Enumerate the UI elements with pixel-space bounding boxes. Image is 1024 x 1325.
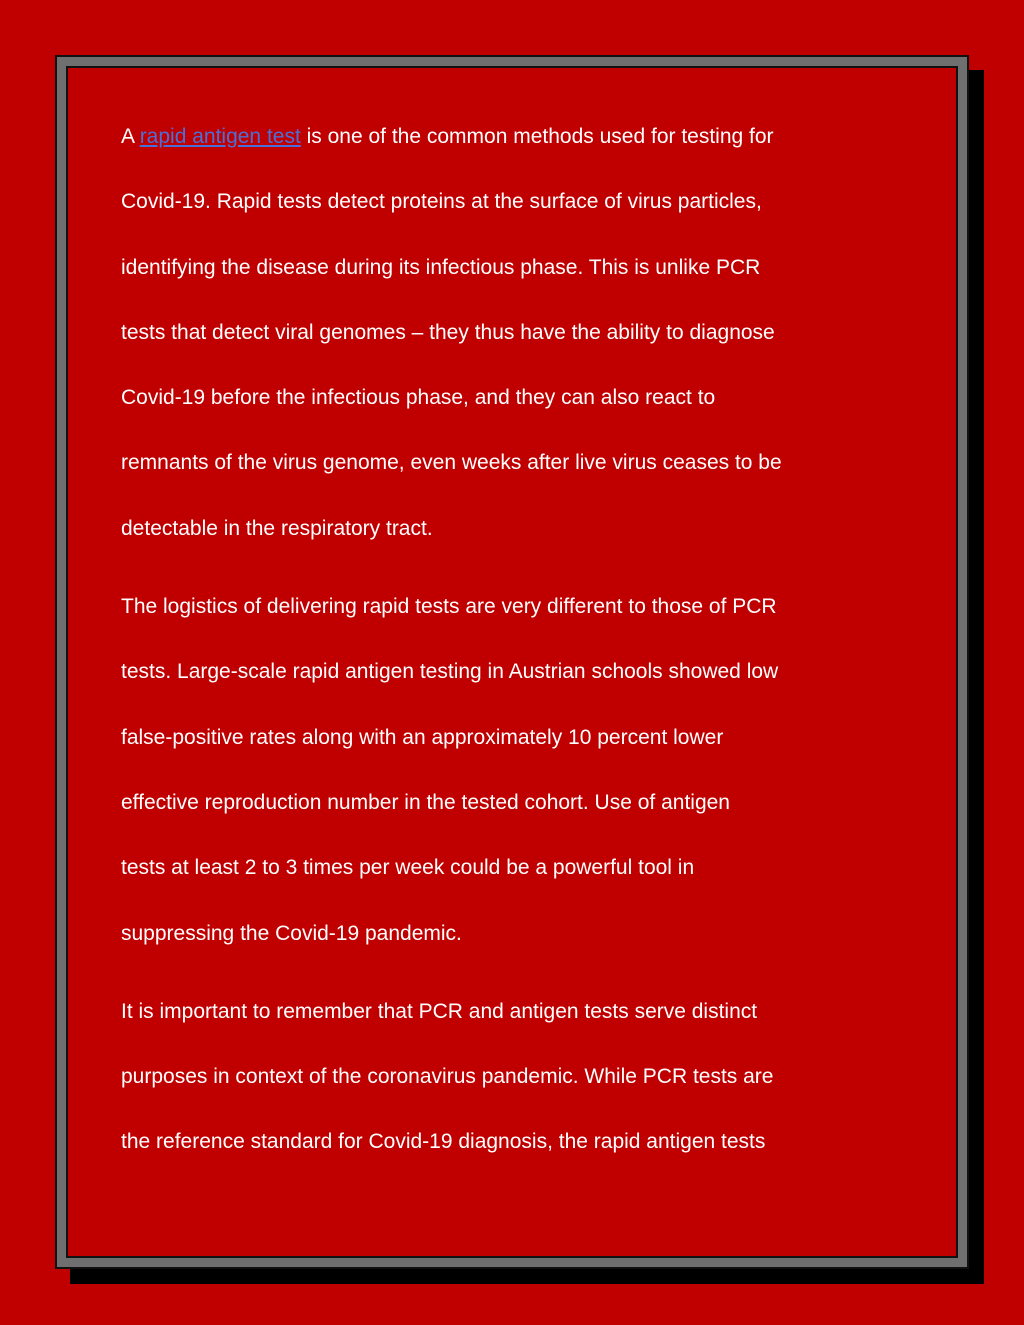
text-segment: effective reproduction number in the tested cohort. Use of antigen [121, 790, 730, 814]
text-segment: detectable in the respiratory tract. [121, 516, 433, 540]
text-line [121, 235, 921, 300]
text-line [121, 1044, 921, 1109]
text-line [121, 770, 921, 835]
text-segment: false-positive rates along with an approximately 10 percent lower [121, 725, 724, 749]
text-segment: A [121, 125, 140, 148]
text-segment: tests. Large-scale rapid antigen testing in Austrian schools showed low [121, 660, 779, 684]
text-line [121, 835, 921, 900]
text-segment: The logistics of delivering rapid tests are very different to those of PCR [121, 595, 777, 619]
document-body [121, 104, 921, 1188]
paragraph [121, 574, 921, 966]
text-line [121, 104, 921, 169]
text-line [121, 901, 921, 966]
text-segment: Covid-19. Rapid tests detect proteins at the surface of virus particles, [121, 190, 762, 214]
text-line [121, 496, 921, 561]
text-segment: tests at least 2 to 3 times per week could be a powerful tool in [121, 856, 695, 880]
text-segment: remnants of the virus genome, even weeks after live virus ceases to be [121, 451, 782, 475]
text-line [121, 169, 921, 234]
text-segment: It is important to remember that PCR and antigen tests serve distinct [121, 999, 758, 1023]
rapid-antigen-test-link[interactable]: rapid antigen test [139, 125, 301, 148]
text-line [121, 1109, 921, 1174]
text-segment: the reference standard for Covid-19 diagnosis, the rapid antigen tests [121, 1130, 766, 1154]
text-segment: is one of the common methods used for testing for [300, 125, 774, 148]
paragraph [121, 979, 921, 1175]
text-segment: Covid-19 before the infectious phase, and they can also react to [121, 386, 716, 410]
paragraph [121, 104, 921, 561]
text-segment: purposes in context of the coronavirus pandemic. While PCR tests are [121, 1065, 774, 1089]
text-segment: identifying the disease during its infectious phase. This is unlike PCR [121, 255, 761, 279]
text-segment: suppressing the Covid-19 pandemic. [121, 921, 462, 945]
text-line [121, 705, 921, 770]
text-segment: tests that detect viral genomes – they thus have the ability to diagnose [121, 320, 775, 344]
text-line [121, 574, 921, 639]
text-line [121, 365, 921, 430]
text-line [121, 979, 921, 1044]
text-line [121, 430, 921, 495]
text-line [121, 300, 921, 365]
text-line [121, 639, 921, 704]
